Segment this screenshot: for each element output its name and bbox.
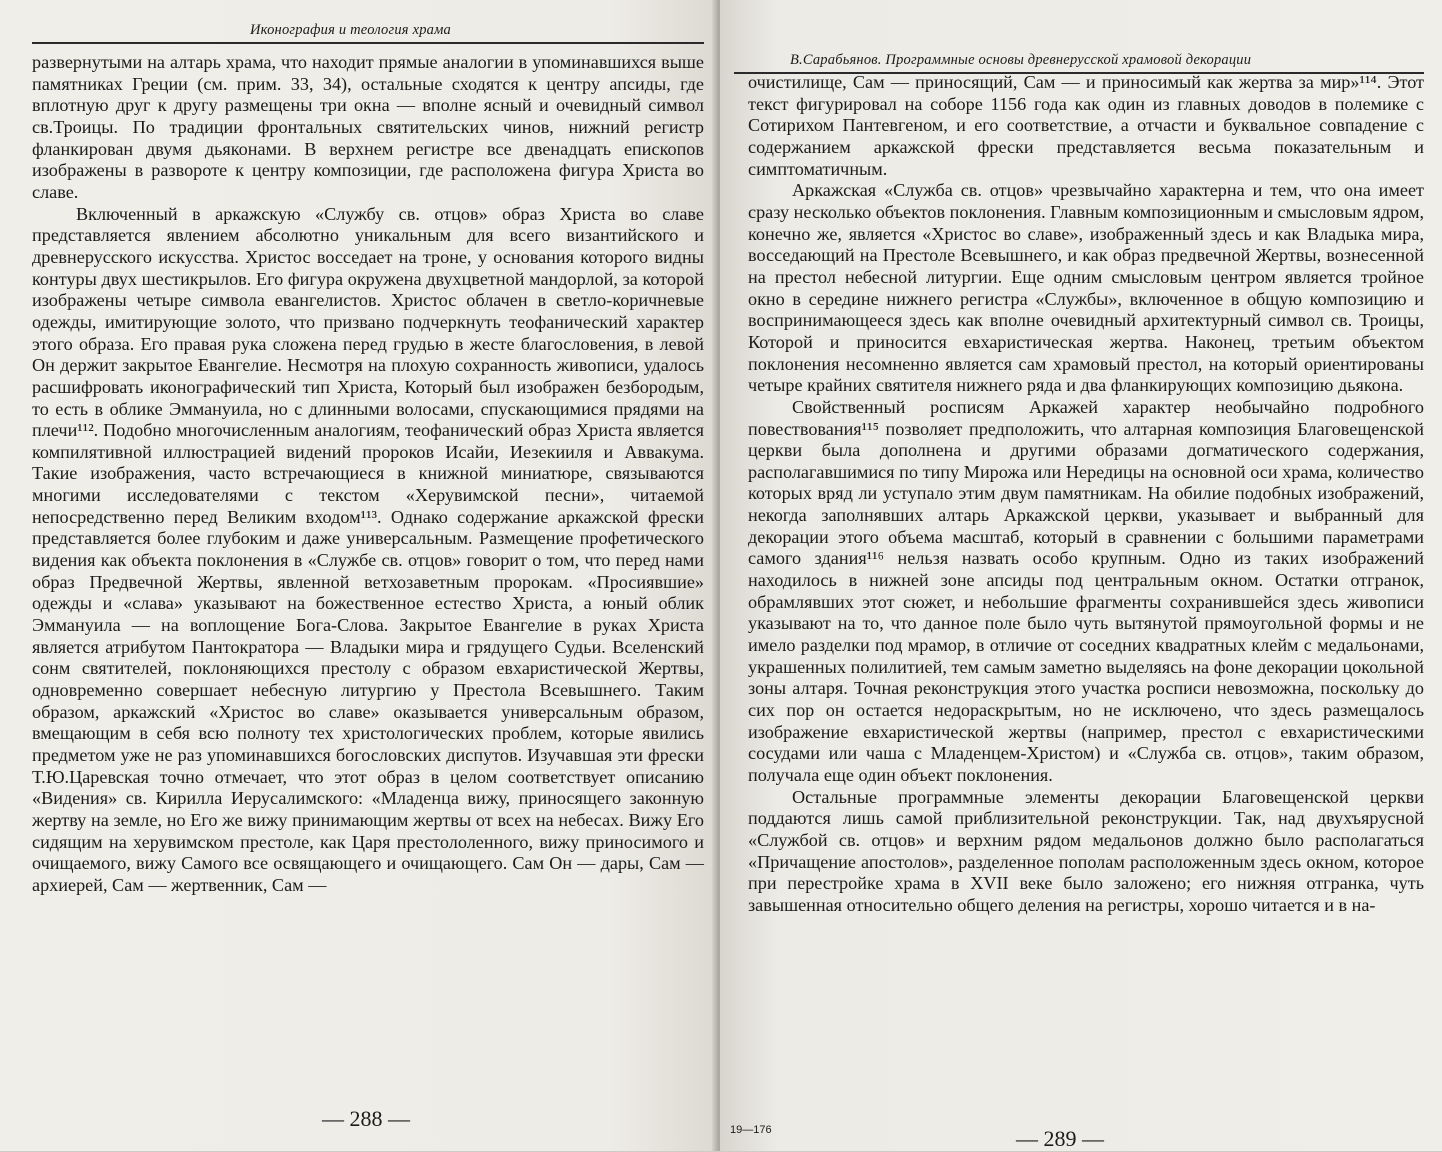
paragraph: Включенный в аркажскую «Службу св. отцов» образ Христа во славе представляется явлением абсолютно уникальным для всего византийского и древнерусского искусства. Христос восседает на троне, у основания которого видны контуры двух шестикрылов. Его фигура окружена двухцветной мандорлой, за которой изображены четыре символа евангелистов. Христос облачен в светло-коричневые одежды, имитирующие золото, что призвано подчеркнуть теофанический характер этого образа. Его правая рука сложена перед грудью в жесте благословения, в левой Он держит закрытое Евангелие. Несмотря на плохую сохранность живописи, удалось расшифровать иконографический тип Христа, Который был изображен безбородым, то есть в облике Эммануила, но с длинными волосами, спускающимися прядями на плечи¹¹². Подобно многочисленным аналогиям, теофанический образ Христа является компилятивной иллюстрацией видений пророков Исайи, Иезекииля и Аввакума. Такие изображения, часто встречающиеся в книжной миниатюре, связываются многими исследователями с текстом «Херувимской песни», читаемой непосредственно перед Великим входом¹¹³. Однако содержание аркажской фрески представляется более глубоким и даже универсальным. Размещение профетического видения как объекта поклонения в «Службе св. отцов» говорит о том, что перед нами образ Предвечной Жертвы, явленной ветхозаветным пророкам. «Просиявшие» одежды и «слава» указывают на божественное естество Христа, а юный облик Эммануила — на воплощение Бога-Слова. Закрытое Евангелие в руках Христа является атрибутом Пантократора — Владыки мира и грядущего Судьи. Вселенский сонм святителей, поклоняющихся престолу с образом евхаристической Жертвы, одновременно совершает небесную литургию у Престола Всевышнего. Таким образом, аркажский «Христос во славе» оказывается универсальным образом, вмещающим в себя всю полноту тех христологических проблем, которые явились предметом уже не раз упоминавшихся богословских диспутов. Изучавшая эти фрески Т.Ю.Царевская точно отмечает, что этот образ в целом соответствует описанию «Видения» св. Кирилла Иерусалимского: «Младенца вижу, приносящего законную жертву на земле, но Его же вижу принимающим жертвы от всех на небесах. Вижу Его сидящим на херувимском престоле, как Царя престололенного, вижу приносимого и очищаемого, вижу Самого все освящающего и очищающего. Сам Он — дары, Сам — архиерей, Сам — жертвенник, Сам — xyxy=(32,203,704,895)
running-head: В.Сарабьянов. Программные основы древнерусской храмовой декорации xyxy=(790,52,1252,68)
paragraph: Остальные программные элементы декорации Благовещенской церкви поддаются лишь самой приблизительной реконструкции. Так, над двухъярусной «Службой св. отцов» и верхним рядом медальонов должно было располагаться «Причащение апостолов», разделенное пополам расположенным здесь окном, которое при перестройке храма в XVII веке было заложено; его нижняя отгранка, чуть завышенная относительно общего деления на регистры, хорошо читается и в на- xyxy=(748,786,1424,915)
paragraph: Свойственный росписям Аркажей характер необычайно подробного повествования¹¹⁵ позволяет предположить, что алтарная композиция Благовещенской церкви была дополнена и другими образами догматического содержания, располагавшимися по типу Мирожа или Нередицы на основной оси храма, количество которых вряд ли уступало этим двум памятникам. На обилие подобных изображений, некогда заполнявших алтарь Аркажской церкви, указывает и выбранный для декорации этого объема масштаб, который в сравнении с большими параметрами самого здания¹¹⁶ нельзя назвать особо крупным. Одно из таких изображений находилось в нижней зоне апсиды под центральным окном. Остатки отгранок, обрамлявших этот сюжет, и небольшие фрагменты сохранившейся здесь живописи указывают на то, что данное поле было чуть вытянутой прямоугольной формы и не имело разделки под мрамор, в отличие от соседних квадратных клейм с медальонами, украшенных полилитией, тем самым заметно выделяясь на фоне декорации цокольной зоны алтаря. Точная реконструкция этого участка росписи невозможна, поскольку до сих пор он остается недораскрытым, но не исключено, что здесь размещалось изображение евхаристической жертвы (например, престол с евхаристическими сосудами или чаша с Младенцем-Христом) и «Служба св. отцов», таким образом, получала еще один объект поклонения. xyxy=(748,396,1424,785)
left-page xyxy=(0,0,718,1151)
page-number: — 289 — xyxy=(1016,1126,1104,1151)
body-text xyxy=(32,52,704,897)
printer-signature: 19—176 xyxy=(730,1124,772,1136)
body-text xyxy=(748,72,1424,917)
running-head: Иконография и теология храма xyxy=(250,22,452,38)
paragraph: развернутыми на алтарь храма, что находит прямые аналогии в упоминавшихся выше памятниках Греции (см. прим. 33, 34), остальные сходятся к центру апсиды, где вплотную друг к другу размещены три окна — вполне ясный и очевидный символ св.Троицы. По традиции фронтальных святительских чинов, нижний регистр фланкирован двумя дьяконами. В верхнем регистре все двенадцать епископов изображены в развороте к центру композиции, где расположена фигура Христа во славе. xyxy=(32,52,704,202)
paragraph: очистилище, Сам — приносящий, Сам — и приносимый как жертва за мир»¹¹⁴. Этот текст фигурировал на соборе 1156 года как один из главных доводов в полемике с Сотирихом Пантевгеном, и его соответствие, а отчасти и буквальное совпадение с содержанием аркажской фрески представляется весьма показательным и симптоматичным. xyxy=(748,72,1424,179)
page-number: — 288 — xyxy=(322,1106,410,1131)
header-rule xyxy=(32,42,704,44)
right-page xyxy=(720,0,1442,1151)
paragraph: Аркажская «Служба св. отцов» чрезвычайно характерна и тем, что она имеет сразу несколько объектов поклонения. Главным композиционным и смысловым ядром, конечно же, является «Христос во славе», изображенный здесь и как Владыка мира, восседающий на Престоле Всевышнего, и как образ предвечной Жертвы, вознесенной на престол небесной литургии. Еще одним смысловым центром является тройное окно в середине нижнего регистра «Службы», включенное в общую композицию и воспринимающееся здесь как вполне очевидный архитектурный символ св. Троицы, Которой и приносится евхаристическая жертва. Наконец, третьим объектом поклонения несомненно является сам храмовый престол, на который ориентированы четыре крайних святителя нижнего ряда и два фланкирующих композицию дьякона. xyxy=(748,180,1424,396)
